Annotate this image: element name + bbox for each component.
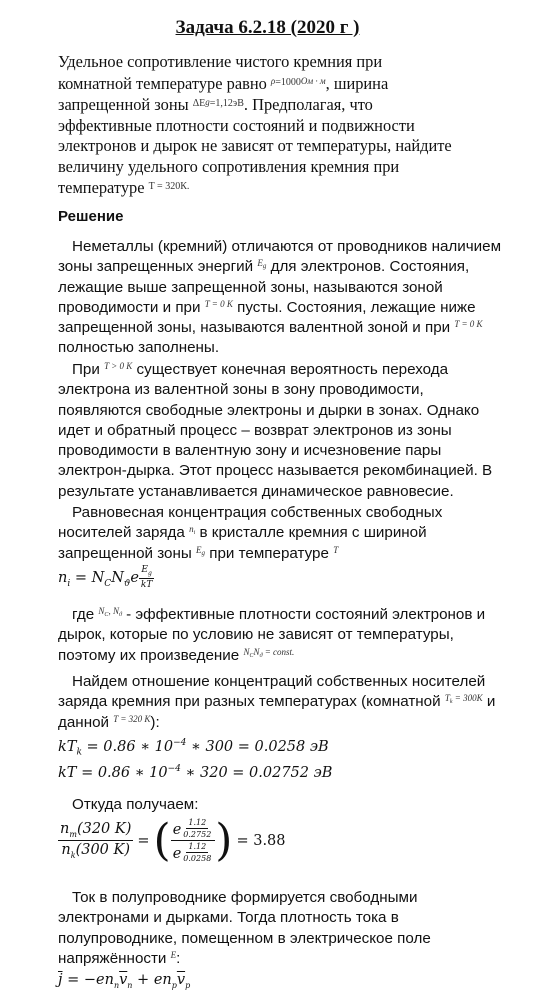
line [58,237,534,257]
v-sub: n [127,980,133,990]
paragraph [58,795,534,815]
task-line: Удельное сопротивление чистого кремния при [58,52,383,71]
nc-sub: C [249,652,254,659]
line [58,523,534,543]
t-zero: T = 0 K [204,298,233,309]
gap-symbol: ΔE [192,98,206,109]
n-t-arg: (320 K) [76,821,132,838]
formula-current-density [58,972,190,990]
kt: kT [58,738,77,755]
text: напряжённости [58,949,167,967]
v2-vector: $\overline{v}$ [176,972,186,988]
task-line [58,177,528,199]
paragraph [58,605,534,666]
ratio-result: = 3.88 [236,832,286,849]
task-line [58,94,528,116]
j-vector: $\overline{j}$ [58,972,63,988]
t-zero: T = 0 K [454,319,483,330]
power: −4 [173,738,187,748]
text: поэтому их произведение [58,646,240,664]
kt-end: ∗ 300 = 0.0258 эВ [186,738,329,755]
temperature: T = 320К. [148,181,190,192]
text: . Предполагая, что [243,95,373,114]
exp-num-sub: g [148,569,152,577]
rho-value: =1000 [275,76,301,88]
exp-base: e [172,846,182,862]
top-exp-den: 0.2752 [183,830,212,839]
bot-exp-num: 1.12 [188,842,207,851]
line: дырок, которые по условию не зависят от температуры, [58,626,454,644]
tk-value: = 300K [452,693,483,704]
line [58,888,534,908]
rho-unit: Ом · м [300,75,326,86]
task-line [58,73,528,95]
nc-sub: C [104,612,109,618]
v-vector: $\overline{v}$ [119,972,128,988]
formula-intrinsic-concentration [58,565,154,590]
line: результате устанавливается динамическое равновесие. [58,482,454,500]
line [58,318,534,338]
paragraph [58,672,534,733]
line: полупроводнике, помещенном в электрическое поле [58,929,431,947]
nv-sub: ϑ [259,652,263,659]
kt-end: ∗ 320 = 0.02752 эВ [180,764,333,781]
line: идет и обратный процесс – возврат электронов из зоны [58,421,452,439]
v2-sub: p [185,980,191,990]
kt-rest: = 0.86 ∗ 10 [81,738,174,755]
line: проводимости в валентную зону и исчезновение пары [58,442,442,460]
line: электронами и дырками. Тогда плотность тока в [58,909,399,927]
text: , ширина [325,73,389,93]
top-exponent [181,818,213,839]
task-statement [58,52,528,199]
eg-sub: g [262,262,267,271]
n-k-arg: (300 K) [75,842,130,858]
top-exp-num: 1.12 [188,818,207,827]
nc: = N [74,570,105,586]
line: полностью заполнены. [58,339,220,357]
text: и [486,693,496,711]
text: Откуда получаем: [72,796,199,813]
n-t: n [60,821,70,838]
line [58,692,534,712]
tk: T [444,693,450,704]
kt: kT = 0.86 ∗ 10 [58,764,168,781]
nc-sub: C [104,578,112,589]
line: появляются свободные электроны и дырки в зонах. Однако [58,401,480,419]
t-positive: T > 0 K [104,361,133,371]
exp-base: e [172,822,182,838]
line: электрон-дырка. Этот процесс называется рекомбинацией. В [58,462,493,480]
line [58,503,534,523]
tk-sub: k [449,699,453,706]
num [58,821,133,841]
text: ): [150,713,160,731]
ni-sub: i [67,578,71,589]
solution-heading: Решение [58,208,124,225]
text: в кристалле кремния с шириной [199,524,427,542]
bot-exp-den: 0.0258 [183,854,212,863]
nc: N [243,646,250,657]
nc: N [98,606,105,616]
text: - эффективные плотности состояний электронов и [126,606,486,623]
ratio-lhs [58,821,133,860]
task-line: эффективные плотности состояний и подвижности [58,115,415,135]
text: запрещенной зоны, называются валентной зоной и при [58,319,451,337]
const: = const. [262,646,295,657]
text: проводимости и при [58,298,201,316]
text: Найдем отношение концентраций собственных носителей [72,673,486,690]
rho-symbol: ρ [270,75,276,86]
text: Неметаллы (кремний) отличаются от проводников наличием [72,238,502,255]
exp-den: kT [140,579,153,590]
line [58,795,534,815]
line [58,713,534,733]
nv-sub: ϑ [123,578,131,589]
text: заряда кремния при разных температурах (комнатной [58,693,441,711]
text: для электронов. Состояния, [270,258,470,276]
line [58,605,534,625]
n-sub: n [113,980,120,990]
t-symbol: T [333,544,339,555]
gap-sub: g [205,97,210,107]
ni-symbol: n [189,524,194,535]
line [58,360,534,380]
paragraph [58,888,534,969]
bottom-exponent [181,842,213,863]
text: комнатной температуре равно [58,73,267,93]
formula-kt-room [58,738,329,758]
eg-symbol: E [196,544,202,555]
exponent-fraction [139,565,154,590]
ni: n [58,570,68,586]
eg-sub: g [201,548,205,557]
text: Равновесная концентрация собственных свободных [72,504,443,521]
t-value: T = 320 K [113,713,151,724]
formula-ratio [58,814,286,866]
ratio-rhs [171,818,216,863]
text: запрещенной зоны [58,544,192,562]
p-sub: p [171,980,177,990]
line [58,646,534,666]
text: существует конечная вероятность перехода [136,361,449,378]
line [58,949,534,969]
line: электрона из валентной зоны в зону проводимости, [58,381,424,399]
n-k-sub: k [70,850,76,860]
nv-sub: ϑ [118,612,122,618]
line [58,257,534,277]
page-title: Задача 6.2.18 (2020 г ) [175,17,360,38]
paragraph [58,360,534,502]
line: лежащие выше запрещенной зоны, называются зоной [58,278,443,296]
equals: = [137,832,150,849]
formula-kt-given [58,764,332,781]
exp-num: E [141,565,148,575]
paragraph [58,237,534,359]
text: носителей заряда [58,524,185,542]
power: −4 [167,764,181,774]
gap-value: =1,12эВ [209,98,244,109]
text: Ток в полупроводнике формируется свободными [72,889,418,906]
n-t-sub: т [69,830,77,839]
n-k: n [61,842,71,858]
line [58,298,534,318]
eg-symbol: E [257,258,263,269]
text: При [72,361,100,378]
line [58,544,534,564]
nv: N [111,570,124,586]
text: где [72,606,95,623]
nv: , N [108,606,119,616]
plus-term: + en [132,972,172,988]
num [171,818,216,841]
exp-base: e [130,570,139,586]
e-field: E [170,949,177,960]
line [58,672,534,692]
text: зоны запрещенных энергий [58,258,254,276]
text: пусты. Состояния, лежащие ниже [237,298,476,316]
text: при температуре [209,544,329,562]
text: температуре [58,178,145,197]
den [59,841,132,860]
task-line: электронов и дырок не зависят от температуры, найдите [58,136,452,155]
task-line: величину удельного сопротивления кремния при [58,156,400,176]
ni-sub: i [193,530,196,537]
paren-right: ) [215,814,233,866]
num [139,565,153,579]
j-rest: = −en [62,972,114,988]
text: запрещенной зоны [58,95,189,114]
paragraph [58,503,534,564]
paren-left: ( [153,814,171,866]
den [171,841,216,863]
nv: N [253,646,260,657]
kt-sub: k [76,747,82,758]
text: данной [58,713,110,731]
text: : [176,949,181,967]
